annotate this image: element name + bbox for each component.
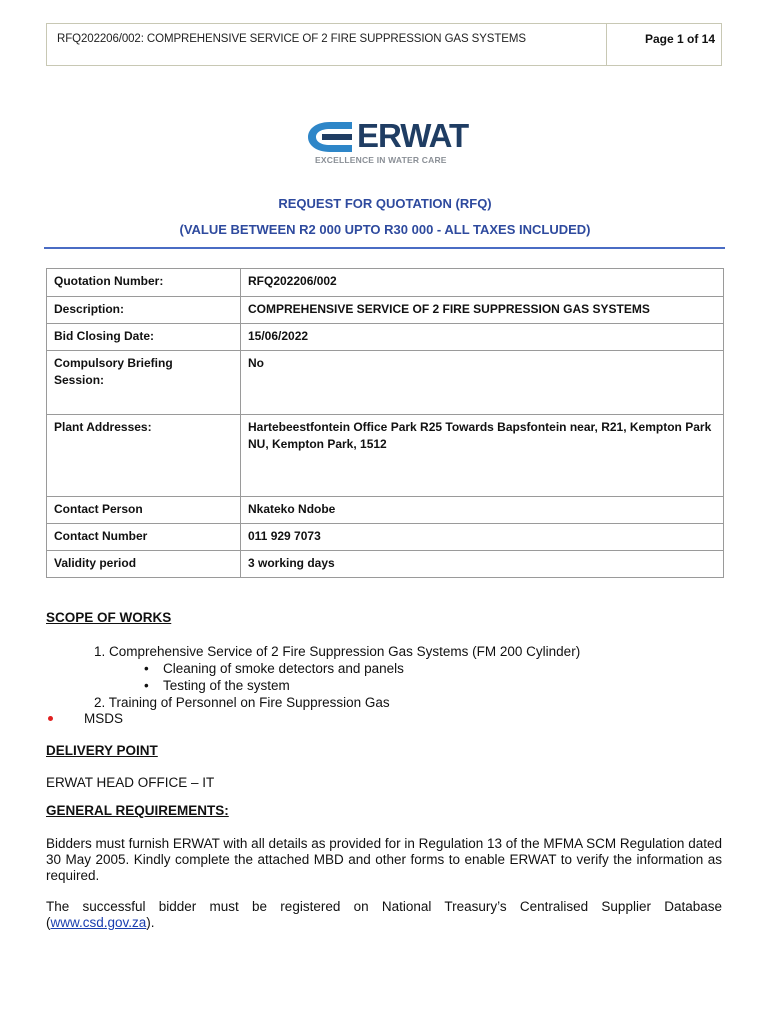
table-row: [47, 324, 724, 351]
logo-tagline: EXCELLENCE IN WATER CARE: [315, 155, 447, 165]
row-value: COMPREHENSIVE SERVICE OF 2 FIRE SUPPRESSION GAS SYSTEMS: [241, 297, 724, 324]
table-row: [47, 415, 724, 497]
logo-wordmark: ERWAT: [357, 117, 469, 154]
document-subtitle: (VALUE BETWEEN R2 000 UPTO R30 000 - ALL TAXES INCLUDED): [179, 222, 591, 237]
row-value: RFQ202206/002: [241, 269, 724, 297]
table-row: [47, 297, 724, 324]
page-number: Page 1 of 14: [644, 32, 715, 46]
scope-subitem-1: Cleaning of smoke detectors and panels: [163, 661, 404, 676]
table-row: [47, 524, 724, 551]
scope-item-1: 1. Comprehensive Service of 2 Fire Suppression Gas Systems (FM 200 Cylinder): [94, 644, 581, 659]
row-label: Bid Closing Date:: [47, 324, 241, 351]
scope-heading: SCOPE OF WORKS: [46, 610, 172, 625]
paragraph-text: The successful bidder must be registered on National Treasury’s Centralised Supplier Database (: [46, 899, 722, 930]
delivery-heading: DELIVERY POINT: [46, 743, 158, 758]
csd-link[interactable]: www.csd.gov.za: [50, 915, 147, 930]
document-title: REQUEST FOR QUOTATION (RFQ): [278, 196, 492, 211]
general-paragraph-2: [46, 899, 722, 931]
document-reference: RFQ202206/002: COMPREHENSIVE SERVICE OF 2 FIRE SUPPRESSION GAS SYSTEMS: [47, 24, 607, 65]
row-label: Compulsory Briefing Session:: [47, 351, 241, 415]
general-paragraph-1: Bidders must furnish ERWAT with all details as provided for in Regulation 13 of the MFMA SCM Regulation dated 30 May 2005. Kindly complete the attached MBD and other forms to enable ERWAT to verify the information as required.: [46, 836, 722, 883]
bullet-icon: [48, 716, 53, 721]
general-heading: GENERAL REQUIREMENTS:: [46, 803, 229, 818]
quotation-info-table: [46, 268, 724, 578]
row-label: Contact Person: [47, 497, 241, 524]
table-row: [47, 551, 724, 578]
row-label: Quotation Number:: [47, 269, 241, 297]
row-value: 011 929 7073: [241, 524, 724, 551]
row-label: Description:: [47, 297, 241, 324]
row-value: 3 working days: [241, 551, 724, 578]
row-value: No: [241, 351, 724, 415]
row-label: Plant Addresses:: [47, 415, 241, 497]
table-row: [47, 269, 724, 297]
erwat-logo: [306, 117, 469, 168]
page-header: [46, 23, 722, 66]
scope-item-2: 2. Training of Personnel on Fire Suppression Gas: [94, 695, 390, 710]
scope-subitem-2: Testing of the system: [163, 678, 290, 693]
delivery-text: ERWAT HEAD OFFICE – IT: [46, 775, 215, 790]
table-row: [47, 497, 724, 524]
table-row: [47, 351, 724, 415]
title-divider: [44, 247, 725, 249]
row-value: 15/06/2022: [241, 324, 724, 351]
row-label: Contact Number: [47, 524, 241, 551]
water-drop-logo-icon: [306, 120, 354, 154]
row-value: Nkateko Ndobe: [241, 497, 724, 524]
scope-bullet: •: [144, 678, 149, 693]
row-label: Validity period: [47, 551, 241, 578]
paragraph-text-end: ).: [146, 915, 155, 930]
scope-item-3: MSDS: [84, 711, 124, 726]
row-value: Hartebeestfontein Office Park R25 Towards Bapsfontein near, R21, Kempton Park NU, Kempton Park, 1512: [241, 415, 724, 497]
scope-bullet: •: [144, 661, 149, 676]
